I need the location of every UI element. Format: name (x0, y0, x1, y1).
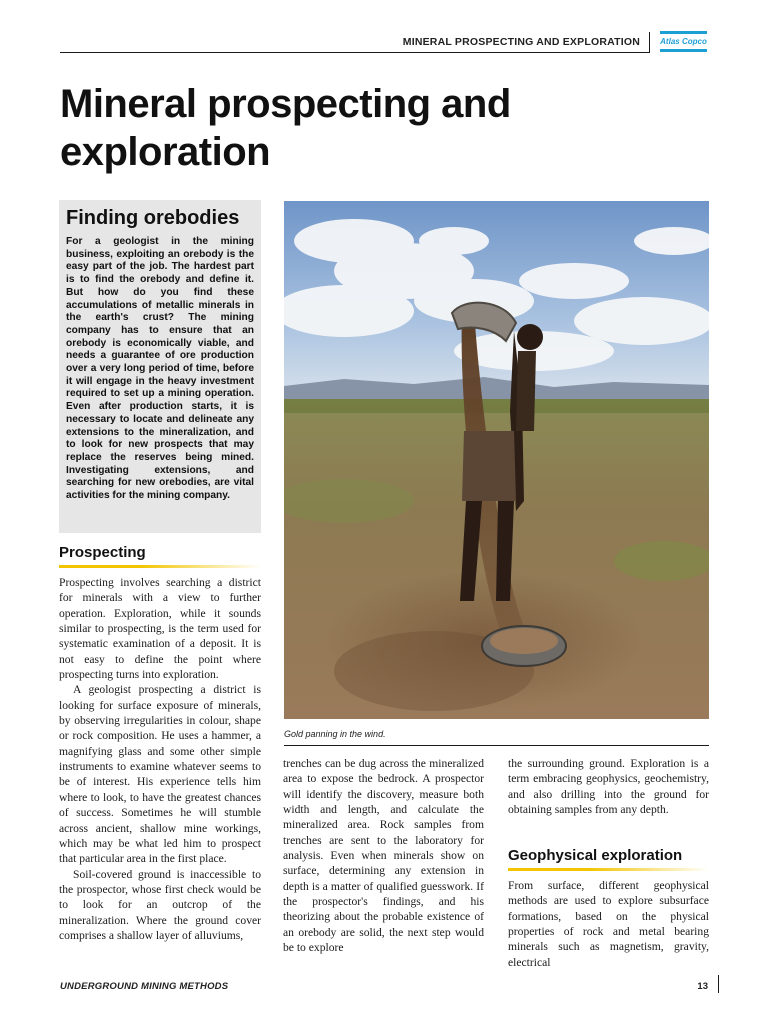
footer-book-title: UNDERGROUND MINING METHODS (60, 981, 229, 992)
prospecting-paragraph-2: A geologist prospecting a district is looking for surface exposure of minerals, by observing irregularities in colour, shape or rock composition. He uses a hammer, a magnifying glass and some other simple instruments to examine whatever seems to be of interest. His experience tells him where to look, to have the greatest chances of success. Sometimes he will stumble across ancient, shallow mine workings, which may be what led him to prospect that particular area in the first place. (59, 683, 261, 866)
photo-caption: Gold panning in the wind. (284, 729, 386, 739)
page-number: 13 (697, 981, 708, 992)
footer-divider (718, 975, 719, 993)
header-divider (649, 32, 650, 52)
infobox-body: For a geologist in the mining business, exploiting an orebody is the easy part of the job. The hardest part is to find the orebody and define it. But how do you find these accumulations of metallic minerals in the earth's crust? The mining company has to ensure that an orebody is economically viable, and needs a guarantee of ore production over a very long period of time, before it will engage in the heavy investment required to set up a mining operation. Even after production starts, it is necessary to locate and delineate any extensions to the mineralization, and to look for new prospects that may replace the reserves being mined. Investigating extensions, and searching for new orebodies, are vital activities for the mining company. (66, 236, 254, 502)
infobox-heading: Finding orebodies (66, 207, 240, 229)
geophysical-exploration-heading: Geophysical exploration (508, 847, 683, 864)
photo-illustration (284, 201, 709, 719)
header-rule (60, 52, 650, 53)
running-header: MINERAL PROSPECTING AND EXPLORATION (402, 36, 640, 48)
prospecting-heading: Prospecting (59, 544, 146, 561)
logo-bottom-bar (660, 49, 707, 52)
prospecting-underline (59, 565, 261, 568)
column-three-paragraph-2: From surface, different geophysical methods are used to explore subsurface formations, based on the physical properties of rock and metal bearing minerals such as magnetism, gravity, electrical (508, 879, 709, 969)
geophysical-underline (508, 868, 709, 871)
column-two (283, 756, 484, 955)
gold-panning-photo (284, 201, 709, 719)
page-title: Mineral prospecting and exploration (60, 82, 511, 174)
column-three-paragraph-1: the surrounding ground. Exploration is a term embracing geophysics, geochemistry, and also drilling into the ground for obtaining samples from any depth. (508, 757, 709, 817)
logo-top-bar (660, 31, 707, 34)
logo-text: Atlas Copco (660, 36, 707, 46)
column-two-paragraph: trenches can be dug across the mineralized area to expose the bedrock. A prospector will identify the discovery, measure both width and length, and calculate the mineralized area. Rock samples from trenches are sent to the laboratory for analysis. Even when minerals show on surface, determining any extension in depth is a matter of qualified guesswork. If the prospector's findings, and his theorizing about the probable existence of an orebody are solid, the next step would be to explore (283, 757, 484, 955)
prospecting-paragraph-3: Soil-covered ground is inaccessible to the prospector, whose first check would be to look for an outcrop of the mineralization. Where the ground cover comprises a shallow layer of alluviums, (59, 867, 261, 942)
caption-rule (284, 745, 709, 746)
column-three-top (508, 756, 709, 817)
atlas-copco-logo (660, 31, 707, 52)
prospecting-column (59, 575, 261, 943)
finding-orebodies-box (59, 200, 261, 533)
column-three-bottom (508, 878, 709, 970)
prospecting-paragraph-1: Prospecting involves searching a district for minerals with a view to further operation. Exploration, while it sounds similar to prospecting, is the term used for systematic examination of a deposit. It is not easy to define the point where prospecting turns into exploration. (59, 576, 261, 682)
